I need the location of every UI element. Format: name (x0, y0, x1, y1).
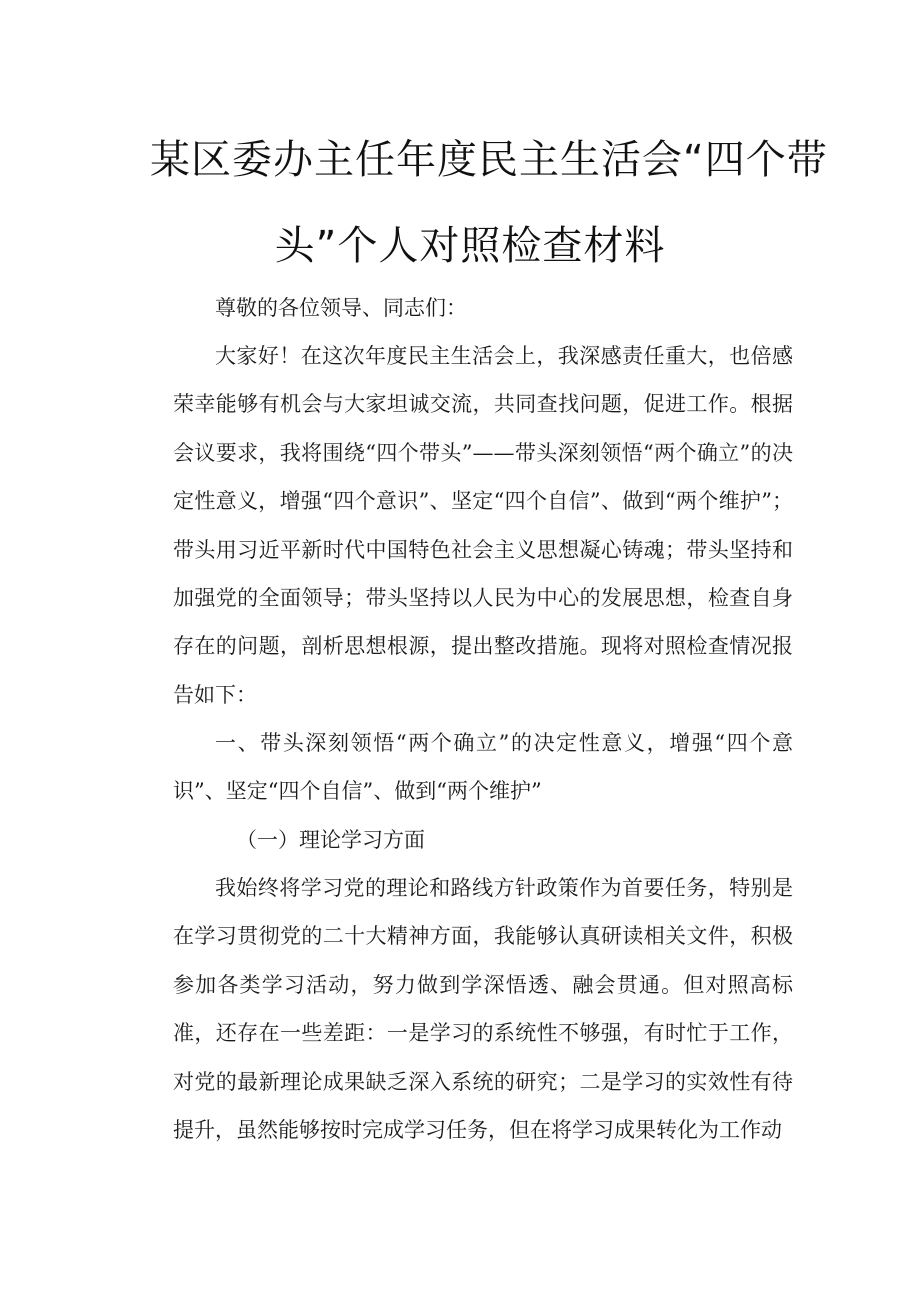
intro-paragraph-text: 大家好！在这次年度民主生活会上，我深感责任重大，也倍感荣幸能够有机会与大家坦诚交流，共同查找问题，促进工作。根据会议要求，我将围绕“四个带头”——带头深刻领悟“两个确立”的决定性意义，增强“四个意识”、坚定“四个自信”、做到“两个维护”；带头用习近平新时代中国特色社会主义思想凝心铸魂；带头坚持和加强党的全面领导；带头坚持以人民为中心的发展思想，检查自身存在的问题，剖析思想根源，提出整改措施。现将对照检查情况报告如下： (173, 344, 793, 707)
section-1-paragraph-text: 我始终将学习党的理论和路线方针政策作为首要任务，特别是在学习贯彻党的二十大精神方面，我能够认真研读相关文件，积极参加各类学习活动，努力做到学深悟透、融会贯通。但对照高标准，还存在一些差距：一是学习的系统性不够强，有时忙于工作，对党的最新理论成果缺乏深入系统的研究；二是学习的实效性有待提升，虽然能够按时完成学习任务，但在将学习成果转化为工作动 (173, 876, 793, 1143)
subsection-1-heading: （一）理论学习方面 (236, 828, 425, 852)
greeting-line: 尊敬的各位领导、同志们： (215, 296, 467, 320)
document-title-line-1: 某区委办主任年度民主生活会“四个带 (150, 137, 828, 183)
section-1-paragraph (173, 864, 793, 1154)
intro-paragraph (173, 332, 793, 719)
section-1-heading-text: 一、带头深刻领悟“两个确立”的决定性意义，增强“四个意识”、坚定“四个自信”、做到“两个维护” (173, 731, 793, 804)
document-title-line-2: 头”个人对照检查材料 (274, 223, 666, 269)
section-1-heading (173, 719, 793, 816)
